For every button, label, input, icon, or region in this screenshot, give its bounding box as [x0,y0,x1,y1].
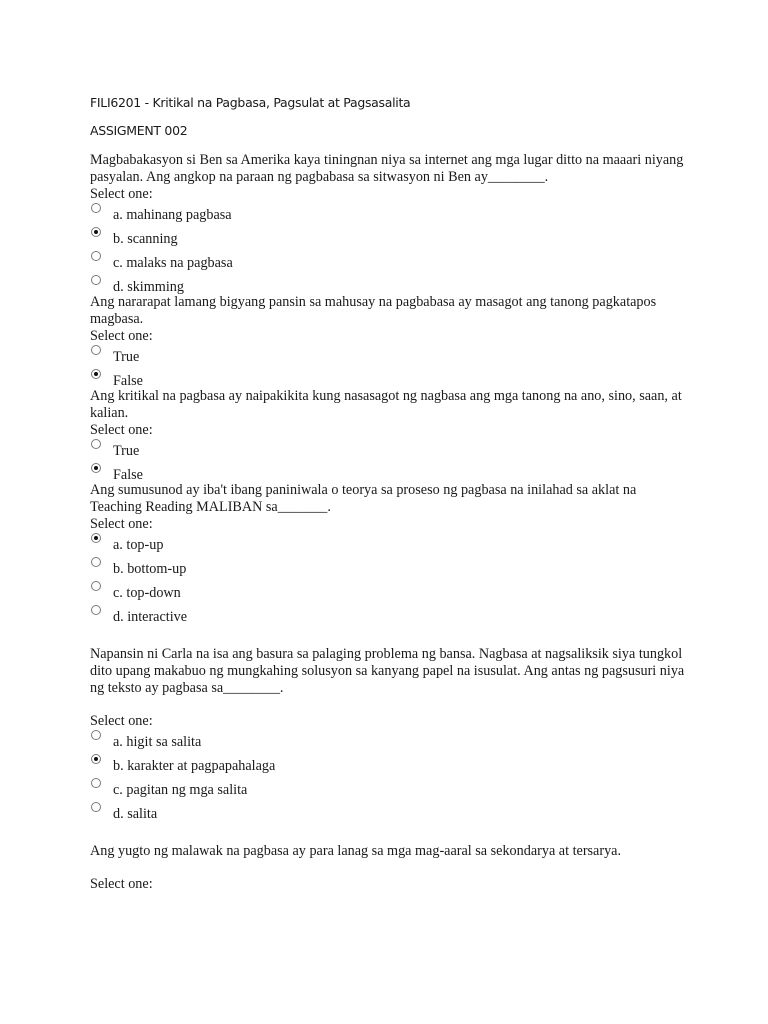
options-list [90,730,690,826]
select-one-label: Select one: [90,876,153,892]
question-text: Magbabakasyon si Ben sa Amerika kaya tiningnan niya sa internet ang mga lugar ditto na maaari niyang pasyalan. Ang angkop na paraan ng pagbabasa sa sitwasyon ni Ben ay________. [90,152,684,185]
option-label: a. mahinang pagbasa [113,207,232,223]
document-page [90,93,690,893]
question-text: Ang yugto ng malawak na pagbasa ay para lanag sa mga mag-aaral sa sekondarya at tersarya. [90,843,622,859]
radio-icon[interactable] [91,275,101,285]
options-list [90,203,690,294]
radio-checked-icon[interactable] [91,227,101,237]
select-one-label: Select one: [90,516,153,532]
radio-icon[interactable] [91,251,101,261]
option-label: b. bottom-up [113,561,187,577]
question-text: Ang kritikal na pagbasa ay naipakikita kung nasasagot ng nagbasa ang mga tanong na ano, sino, saan, at kalian. [90,388,682,421]
question-4 [90,482,690,629]
option-label: b. karakter at pagpapahalaga [113,758,276,774]
option-a[interactable] [90,203,690,227]
option-label: False [113,373,143,389]
radio-icon[interactable] [91,605,101,615]
options-list [90,533,690,629]
question-text: Ang sumusunod ay iba't ibang paniniwala o teorya sa proseso ng pagbasa na inilahad sa aklat na Teaching Reading MALIBAN sa_______. [90,482,637,515]
question-text: Napansin ni Carla na isa ang basura sa palaging problema ng bansa. Nagbasa at nagsaliksik siya tungkol dito upang makabuo ng mungkahing solusyon sa kanyang papel na isusulat. Ang antas ng pagsusuri niya ng teksto ay pagbasa sa________. [90,646,685,696]
option-label: b. scanning [113,231,178,247]
radio-checked-icon[interactable] [91,463,101,473]
radio-icon[interactable] [91,345,101,355]
radio-icon[interactable] [91,778,101,788]
option-true[interactable] [90,439,690,463]
course-title: FILI6201 - Kritikal na Pagbasa, Pagsulat at Pagsasalita [90,95,411,110]
option-true[interactable] [90,345,690,369]
option-label: c. top-down [113,585,181,601]
question-2 [90,294,690,388]
option-label: c. malaks na pagbasa [113,255,233,271]
option-d[interactable] [90,802,690,826]
option-d[interactable] [90,605,690,629]
radio-icon[interactable] [91,730,101,740]
option-label: True [113,443,140,459]
option-c[interactable] [90,581,690,605]
radio-icon[interactable] [91,557,101,567]
question-5 [90,646,690,826]
radio-checked-icon[interactable] [91,754,101,764]
radio-icon[interactable] [91,802,101,812]
radio-icon[interactable] [91,581,101,591]
option-label: c. pagitan ng mga salita [113,782,248,798]
option-a[interactable] [90,730,690,754]
option-label: True [113,349,140,365]
question-3 [90,388,690,482]
assignment-title: ASSIGMENT 002 [90,123,188,138]
option-label: a. higit sa salita [113,734,202,750]
question-6 [90,843,690,893]
option-d[interactable] [90,275,690,294]
option-b[interactable] [90,227,690,251]
option-label: d. salita [113,806,158,822]
option-label: d. skimming [113,279,184,295]
option-label: d. interactive [113,609,188,625]
option-c[interactable] [90,251,690,275]
option-b[interactable] [90,754,690,778]
radio-icon[interactable] [91,203,101,213]
select-one-label: Select one: [90,186,153,202]
radio-checked-icon[interactable] [91,369,101,379]
radio-checked-icon[interactable] [91,533,101,543]
option-false[interactable] [90,463,690,482]
options-list [90,439,690,482]
options-list [90,345,690,388]
option-c[interactable] [90,778,690,802]
select-one-label: Select one: [90,713,153,729]
option-label: a. top-up [113,537,164,553]
question-1 [90,152,690,294]
option-b[interactable] [90,557,690,581]
radio-icon[interactable] [91,439,101,449]
select-one-label: Select one: [90,422,153,438]
question-text: Ang nararapat lamang bigyang pansin sa mahusay na pagbabasa ay masagot ang tanong pagkatapos magbasa. [90,294,657,327]
option-false[interactable] [90,369,690,388]
option-label: False [113,467,143,483]
option-a[interactable] [90,533,690,557]
select-one-label: Select one: [90,328,153,344]
